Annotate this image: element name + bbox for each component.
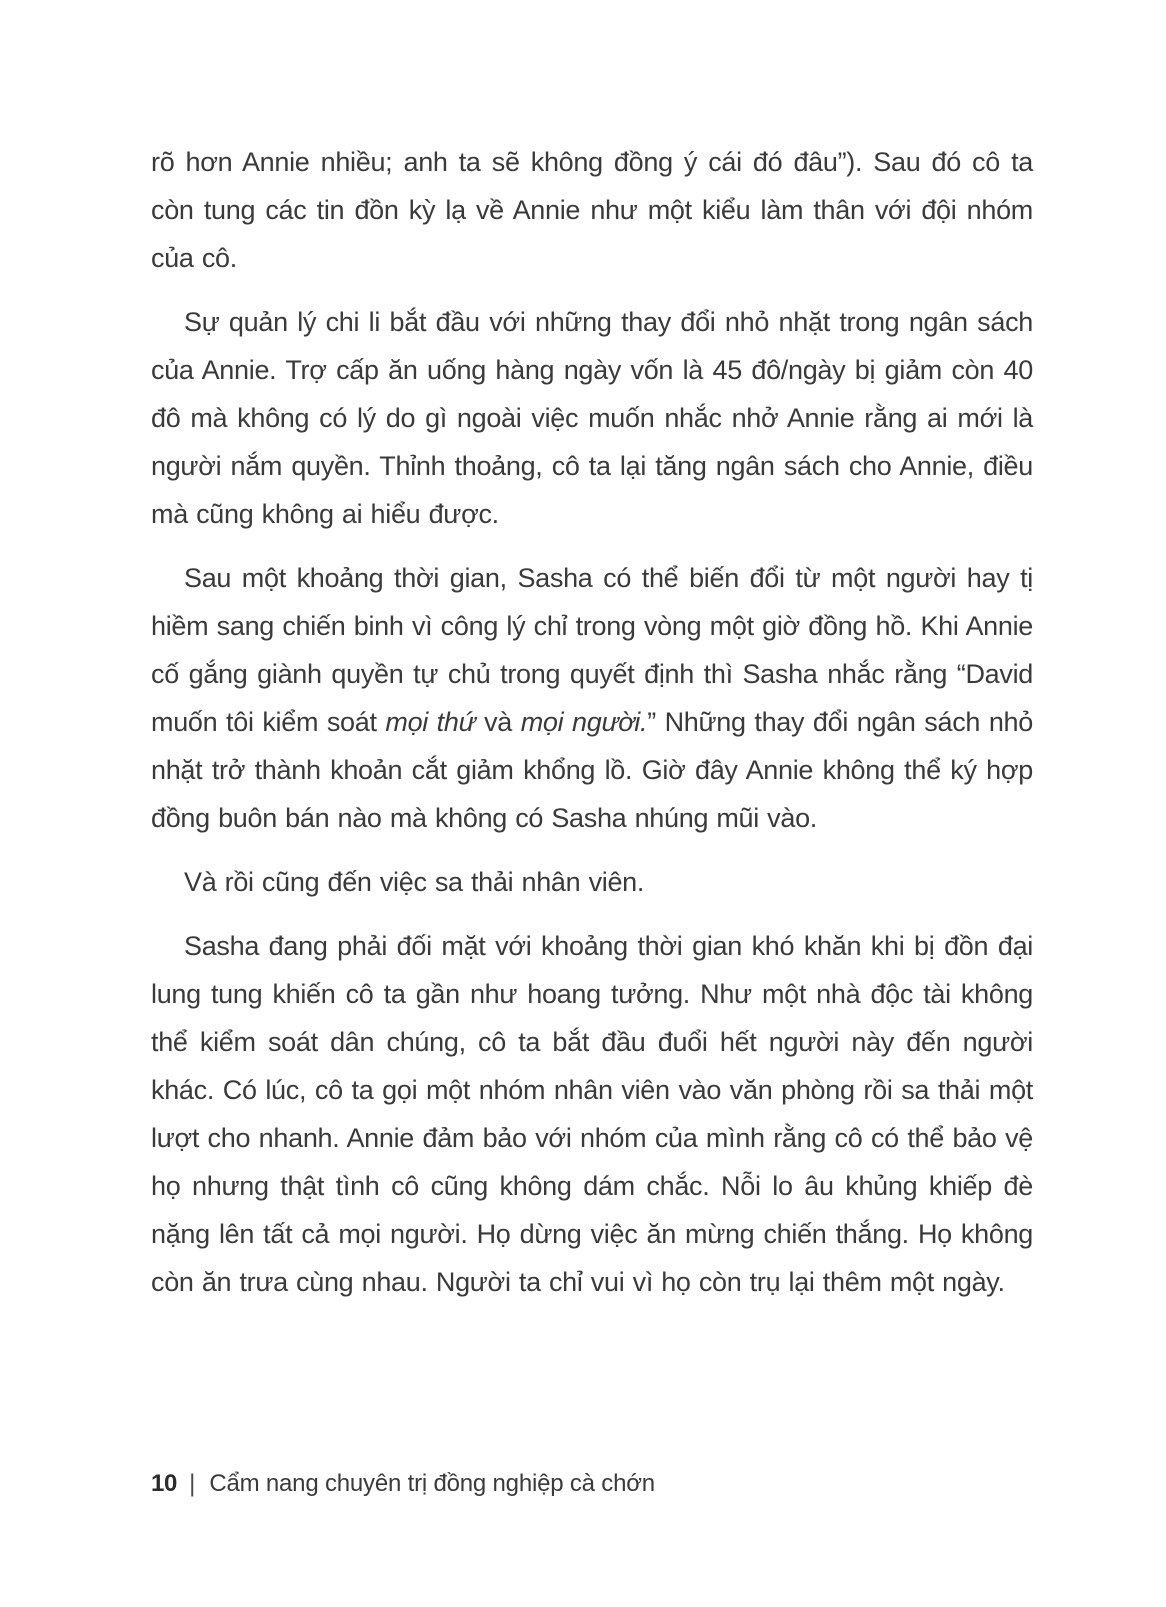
italic-emphasis-moi-thu: mọi thứ [385, 707, 476, 737]
paragraph-text: Sau một khoảng thời gian, Sasha có thể biến đổi từ một người hay tị hiềm sang chiến binh vì công lý chỉ trong vòng một giờ đồng hồ. Khi Annie cố gắng giành quyền tự chủ trong quyết định thì Sasha nhắc rằng “David muốn tôi kiểm soát [151, 563, 1033, 737]
paragraph-sasha-paranoia [151, 922, 1033, 1306]
paragraph-text: Và rồi cũng đến việc sa thải nhân viên. [184, 867, 645, 897]
paragraph-layoffs-intro [151, 858, 1033, 906]
page-footer [151, 1464, 1033, 1504]
paragraph-continuation [151, 138, 1033, 282]
paragraph-text: rõ hơn Annie nhiều; anh ta sẽ không đồng ý cái đó đâu”). Sau đó cô ta còn tung các tin đồn kỳ lạ về Annie như một kiểu làm thân với đội nhóm của cô. [151, 147, 1033, 273]
paragraph-text: Sasha đang phải đối mặt với khoảng thời gian khó khăn khi bị đồn đại lung tung khiến cô ta gần như hoang tưởng. Như một nhà độc tài không thể kiểm soát dân chúng, cô ta bắt đầu đuổi hết người này đến người khác. Có lúc, cô ta gọi một nhóm nhân viên vào văn phòng rồi sa thải một lượt cho nhanh. Annie đảm bảo với nhóm của mình rằng cô có thể bảo vệ họ nhưng thật tình cô cũng không dám chắc. Nỗi lo âu khủng khiếp đè nặng lên tất cả mọi người. Họ dừng việc ăn mừng chiến thắng. Họ không còn ăn trưa cùng nhau. Người ta chỉ vui vì họ còn trụ lại thêm một ngày. [151, 931, 1033, 1297]
paragraph-text: Sự quản lý chi li bắt đầu với những thay đổi nhỏ nhặt trong ngân sách của Annie. Trợ cấp ăn uống hàng ngày vốn là 45 đô/ngày bị giảm còn 40 đô mà không có lý do gì ngoài việc muốn nhắc nhở Annie rằng ai mới là người nắm quyền. Thỉnh thoảng, cô ta lại tăng ngân sách cho Annie, điều mà cũng không ai hiểu được. [151, 307, 1033, 529]
italic-emphasis-moi-nguoi: mọi người. [520, 707, 648, 737]
paragraph-sasha-control [151, 554, 1033, 842]
page-body-text [151, 138, 1033, 1322]
paragraph-budget-micromanagement [151, 298, 1033, 538]
paragraph-text: và [475, 707, 521, 737]
footer-separator: | [189, 1469, 196, 1498]
paragraph-text: ” Những thay đổi ngân sách nhỏ nhặt trở thành khoản cắt giảm khổng lồ. Giờ đây Annie không thể ký hợp đồng buôn bán nào mà không có Sasha nhúng mũi vào. [151, 707, 1033, 833]
running-title: Cẩm nang chuyên trị đồng nghiệp cà chớn [209, 1470, 655, 1497]
page-number: 10 [151, 1470, 178, 1497]
